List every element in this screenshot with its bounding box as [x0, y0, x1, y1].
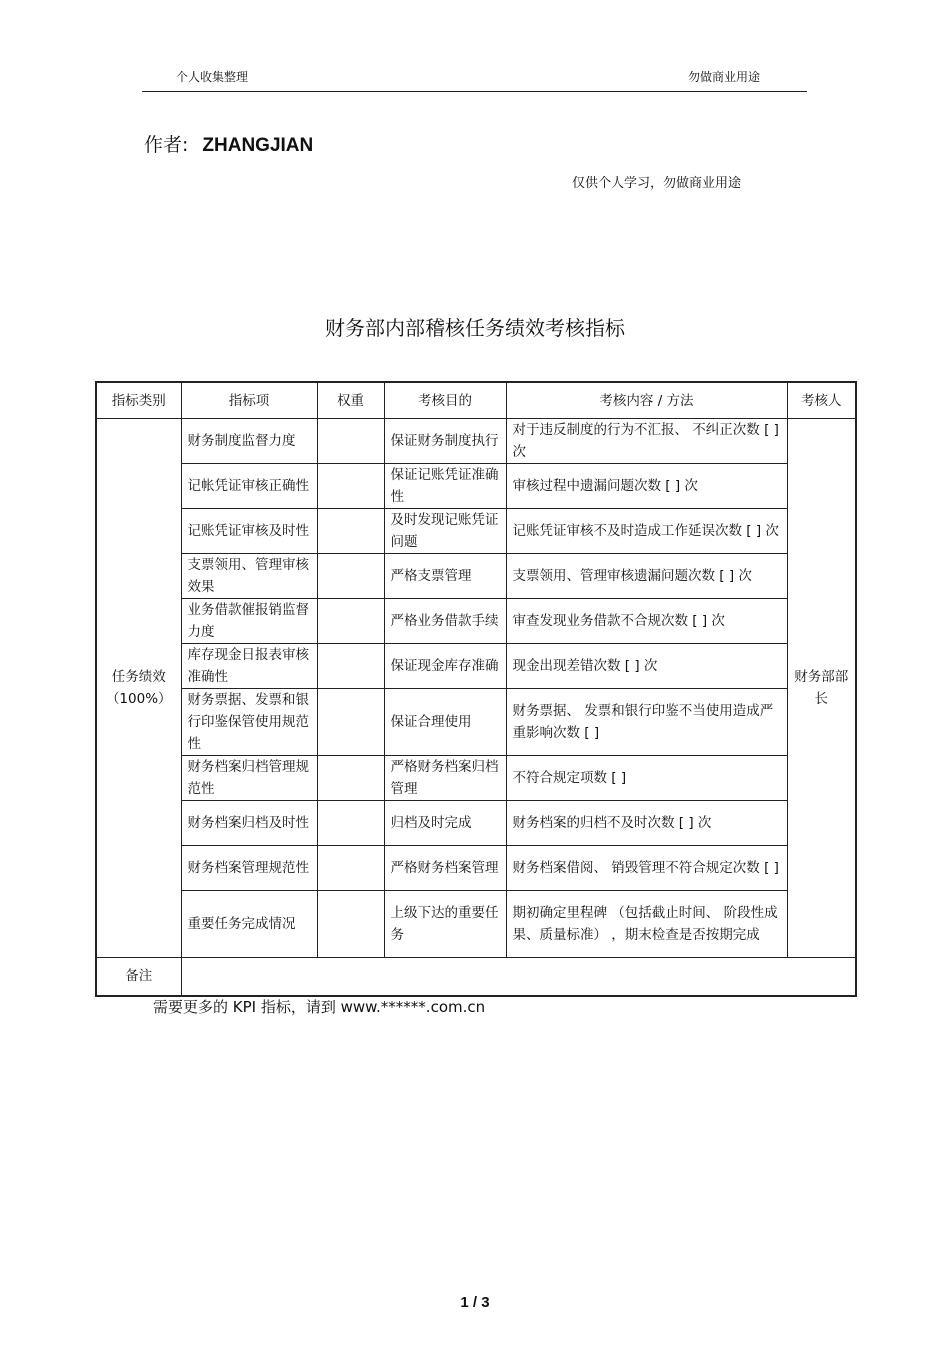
item-cell: 财务票据、发票和银行印鉴保管使用规范性	[181, 689, 317, 756]
content-cell: 期初确定里程碑 （包括截止时间、 阶段性成果、质量标准） ，期末检查是否按期完成	[506, 891, 787, 958]
weight-cell	[317, 846, 384, 891]
content-cell: 对于违反制度的行为不汇报、 不纠正次数 [ ] 次	[506, 419, 787, 464]
purpose-cell: 严格业务借款手续	[384, 599, 506, 644]
weight-cell	[317, 644, 384, 689]
page-number: 1 / 3	[460, 1294, 490, 1311]
content-cell: 财务档案借阅、 销毁管理不符合规定次数 [ ]	[506, 846, 787, 891]
author-name: ZHANGJIAN	[202, 135, 314, 156]
column-header-purpose: 考核目的	[384, 382, 506, 419]
table-row	[96, 599, 856, 644]
table-row	[96, 846, 856, 891]
table-header-row	[96, 382, 856, 419]
remarks-label: 备注	[96, 958, 181, 996]
item-cell: 财务制度监督力度	[181, 419, 317, 464]
table-row	[96, 509, 856, 554]
weight-cell	[317, 756, 384, 801]
content-cell: 审查发现业务借款不合规次数 [ ] 次	[506, 599, 787, 644]
content-cell: 审核过程中遗漏问题次数 [ ] 次	[506, 464, 787, 509]
header-right-text: 勿做商业用途	[688, 70, 761, 84]
purpose-cell: 保证合理使用	[384, 689, 506, 756]
purpose-cell: 严格财务档案管理	[384, 846, 506, 891]
table-row	[96, 801, 856, 846]
content-cell: 支票领用、管理审核遗漏问题次数 [ ] 次	[506, 554, 787, 599]
item-cell: 记帐凭证审核正确性	[181, 464, 317, 509]
table-row	[96, 554, 856, 599]
weight-cell	[317, 464, 384, 509]
table-row	[96, 419, 856, 464]
item-cell: 财务档案归档管理规范性	[181, 756, 317, 801]
item-cell: 财务档案归档及时性	[181, 801, 317, 846]
purpose-cell: 及时发现记账凭证问题	[384, 509, 506, 554]
table-row	[96, 644, 856, 689]
purpose-cell: 保证现金库存准确	[384, 644, 506, 689]
remarks-row	[96, 958, 856, 996]
purpose-cell: 保证财务制度执行	[384, 419, 506, 464]
table-row	[96, 689, 856, 756]
purpose-cell: 严格支票管理	[384, 554, 506, 599]
weight-cell	[317, 599, 384, 644]
purpose-cell: 严格财务档案归档管理	[384, 756, 506, 801]
item-cell: 财务档案管理规范性	[181, 846, 317, 891]
table-row	[96, 756, 856, 801]
item-cell: 业务借款催报销监督力度	[181, 599, 317, 644]
disclaimer-text: 仅供个人学习，勿做商业用途	[572, 176, 742, 191]
author-line	[144, 130, 313, 157]
item-cell: 库存现金日报表审核准确性	[181, 644, 317, 689]
header-left-text: 个人收集整理	[176, 70, 249, 84]
content-cell: 记账凭证审核不及时造成工作延误次数 [ ] 次	[506, 509, 787, 554]
purpose-cell: 上级下达的重要任务	[384, 891, 506, 958]
content-cell: 财务档案的归档不及时次数 [ ] 次	[506, 801, 787, 846]
weight-cell	[317, 689, 384, 756]
item-cell: 支票领用、管理审核效果	[181, 554, 317, 599]
reviewer-cell: 财务部部长	[787, 419, 856, 958]
column-header-category: 指标类别	[96, 382, 181, 419]
kpi-table	[95, 381, 857, 997]
purpose-cell: 归档及时完成	[384, 801, 506, 846]
column-header-reviewer: 考核人	[787, 382, 856, 419]
content-cell: 现金出现差错次数 [ ] 次	[506, 644, 787, 689]
table-row	[96, 891, 856, 958]
item-cell: 记账凭证审核及时性	[181, 509, 317, 554]
purpose-cell: 保证记账凭证准确性	[384, 464, 506, 509]
remarks-value	[181, 958, 856, 996]
content-cell: 财务票据、 发票和银行印鉴不当使用造成严重影响次数 [ ]	[506, 689, 787, 756]
column-header-content: 考核内容 / 方法	[506, 382, 787, 419]
header-divider	[142, 91, 807, 92]
column-header-item: 指标项	[181, 382, 317, 419]
column-header-weight: 权重	[317, 382, 384, 419]
table-row	[96, 464, 856, 509]
category-cell: 任务绩效（100%）	[96, 419, 181, 958]
document-title: 财务部内部稽核任务绩效考核指标	[325, 316, 625, 340]
weight-cell	[317, 801, 384, 846]
weight-cell	[317, 891, 384, 958]
content-cell: 不符合规定项数 [ ]	[506, 756, 787, 801]
item-cell: 重要任务完成情况	[181, 891, 317, 958]
weight-cell	[317, 509, 384, 554]
weight-cell	[317, 554, 384, 599]
author-label: 作者:	[144, 134, 189, 156]
footer-note: 需要更多的 KPI 指标，请到 www.******.com.cn	[153, 998, 486, 1016]
weight-cell	[317, 419, 384, 464]
